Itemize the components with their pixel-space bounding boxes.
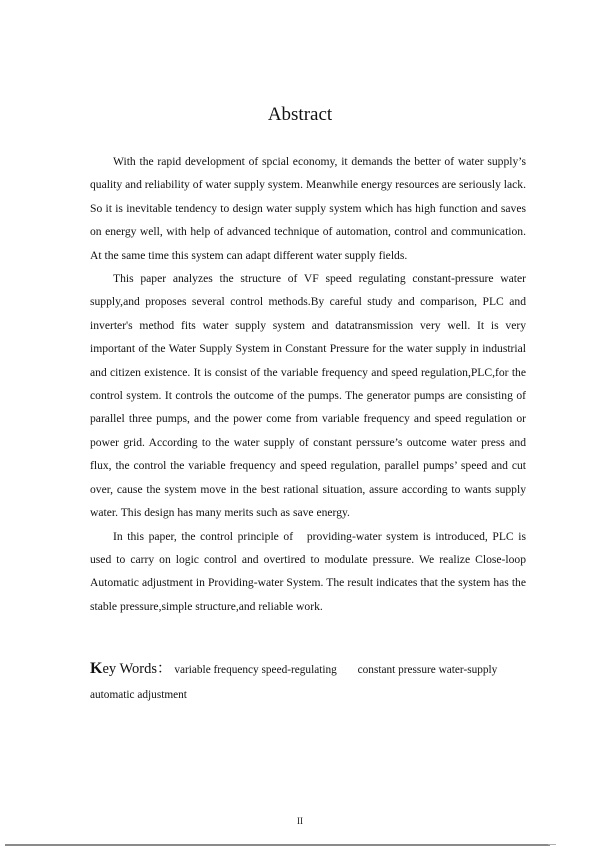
keywords-section [90,656,530,708]
abstract-title: Abstract [267,104,333,125]
keyword-item: automatic adjustment [90,689,187,701]
abstract-paragraph-2: This paper analyzes the structure of VF speed regulating constant-pressure water supply,and proposes several control methods.By careful study and comparison, PLC and inverter's method fits water supply system and datatransmission very well. It is very important of the Water Supply System in Constant Pressure for the water supply in industrial and citizen existence. It is consist of the variable frequency and speed regulation,PLC,for the control system. It controls the outcome of the pumps. The generator pumps are consisting of parallel three pumps, and the power come from variable frequency and speed regulation or power grid. According to the water supply of constant perssure’s outcome water press and flux, the control the variable frequency and speed regulation, parallel pumps’ speed and cut over, cause the system move in the best rational situation, assure according to wants supply water. This design has many merits such as save energy. [90,272,526,520]
footer-rule [5,844,550,846]
abstract-paragraph-3: In this paper, the control principle of providing-water system is introduced, PLC is used to carry on logic control and overtired to modulate pressure. We realize Close-loop Automatic adjustment in Providing-water System. The result indicates that the system has the stable pressure,simple structure,and reliable work. [90,529,529,613]
abstract-body [90,150,529,618]
keyword-item: constant pressure water-supply [357,664,498,676]
footer-rule-tail [548,844,556,845]
abstract-paragraph-1: With the rapid development of spcial economy, it demands the better of water supply’s quality and reliability of water supply system. Meanwhile energy resources are seriously lack. So it is inevitable tendency to design water supply system which has high function and saves on energy well, with help of advanced technique of automation, control and communication. At the same time this system can adapt different water supply fields. [90,155,526,262]
keyword-item: variable frequency speed-regulating [174,664,337,676]
keywords-label: Key Words： [90,660,172,677]
page-number: II [297,816,303,826]
